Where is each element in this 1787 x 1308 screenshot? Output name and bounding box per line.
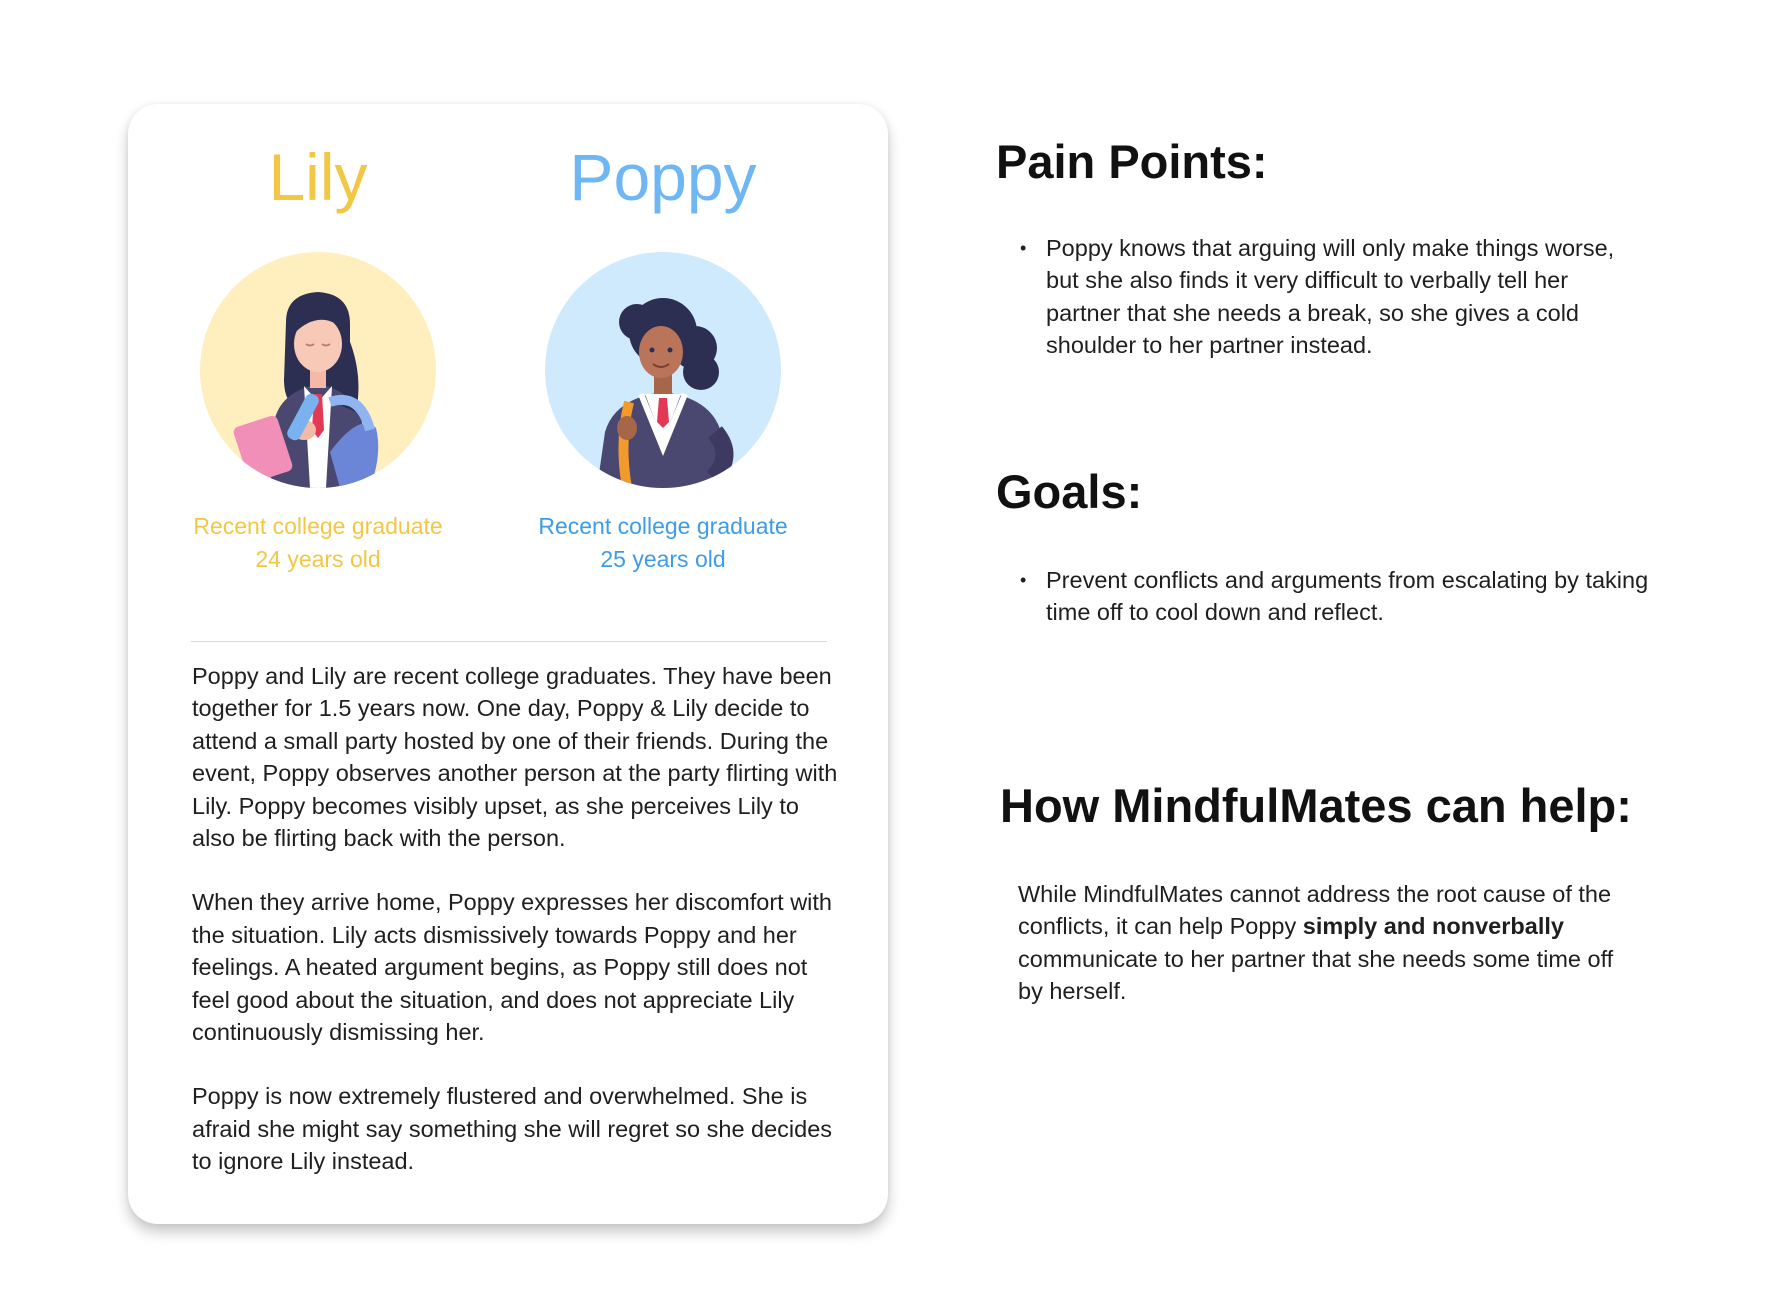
scenario-story bbox=[192, 660, 842, 1210]
persona-name: Poppy bbox=[569, 140, 757, 214]
persona-role: Recent college graduate bbox=[538, 513, 788, 539]
goals-list bbox=[1020, 564, 1650, 629]
persona-role: Recent college graduate bbox=[193, 513, 443, 539]
persona-age: 24 years old bbox=[255, 546, 381, 572]
persona-age: 25 years old bbox=[600, 546, 726, 572]
list-item: • Prevent conflicts and arguments from escalating by taking time off to cool down and reflect. bbox=[1020, 564, 1650, 629]
help-text-emphasis: simply and nonverbally bbox=[1302, 913, 1564, 940]
story-paragraph: When they arrive home, Poppy expresses her discomfort with the situation. Lily acts dismissively towards Poppy and her feelings. A heated argument begins, as Poppy still does not feel good about the situation, and does not appreciate Lily continuously dismissing her. bbox=[192, 889, 832, 1046]
persona-poppy bbox=[503, 132, 823, 576]
persona-lily bbox=[158, 132, 478, 576]
woman-with-bag-icon bbox=[200, 252, 436, 488]
woman-in-suit-icon bbox=[545, 252, 781, 488]
pain-points-list bbox=[1020, 232, 1620, 362]
pain-points-heading: Pain Points: bbox=[996, 135, 1268, 188]
help-text-start: While MindfulMates cannot address the root cause of the conflicts, it can help Poppy bbox=[1018, 881, 1612, 940]
goals-heading: Goals: bbox=[996, 465, 1143, 518]
story-paragraph: Poppy and Lily are recent college graduates. They have been together for 1.5 years now. One day, Poppy & Lily decide to attend a small party hosted by one of their friends. During the event, Poppy observes another person at the party flirting with Lily. Poppy becomes visibly upset, as she perceives Lily to also be flirting back with the person. bbox=[192, 663, 838, 852]
persona-name: Lily bbox=[268, 140, 368, 214]
help-heading: How MindfulMates can help: bbox=[1000, 779, 1632, 832]
story-paragraph: Poppy is now extremely flustered and overwhelmed. She is afraid she might say something she will regret so she decides to ignore Lily instead. bbox=[192, 1083, 833, 1175]
help-text bbox=[1018, 878, 1618, 1008]
persona-description bbox=[503, 510, 823, 576]
persona-card bbox=[128, 104, 888, 1224]
persona-description bbox=[158, 510, 478, 576]
list-item: • Poppy knows that arguing will only make things worse, but she also finds it very difficult to verbally tell her partner that she needs a break, so she gives a cold shoulder to her partner instead. bbox=[1020, 232, 1620, 362]
help-text-end: communicate to her partner that she needs some time off by herself. bbox=[1018, 945, 1614, 1005]
divider bbox=[191, 641, 827, 642]
